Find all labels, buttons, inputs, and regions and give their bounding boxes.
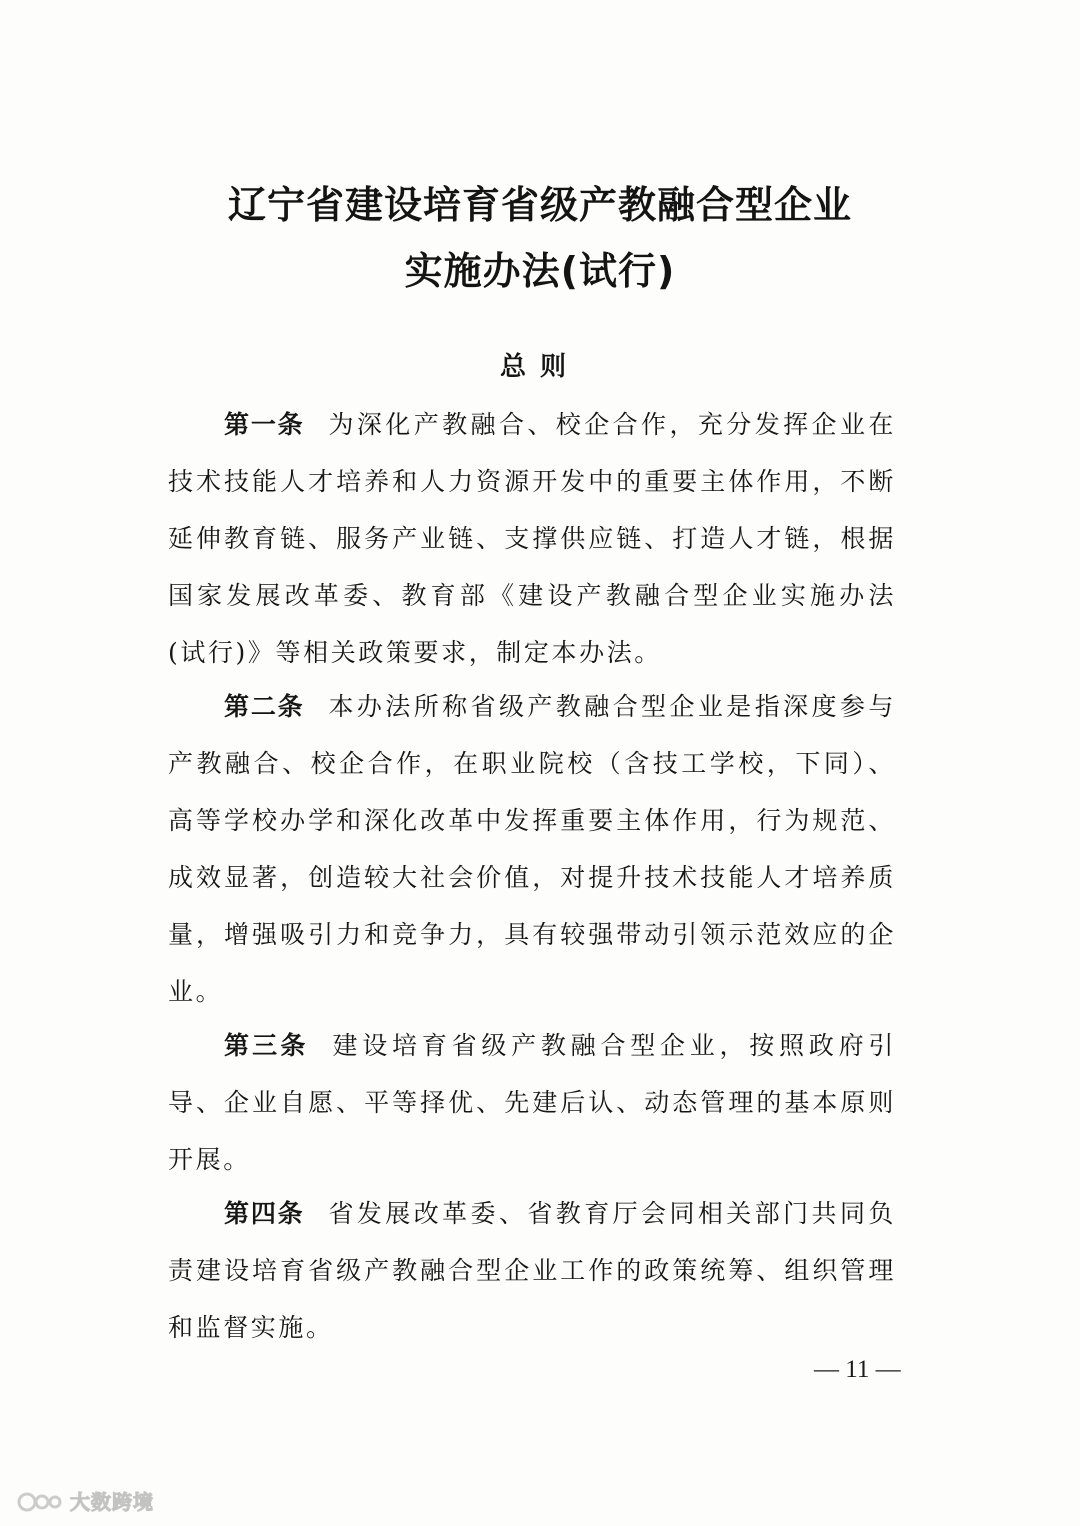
- article-number: 第二条: [224, 692, 305, 721]
- title-line-1: 辽宁省建设培育省级产教融合型企业: [227, 183, 852, 227]
- section-heading: 总则: [499, 352, 580, 382]
- article-list: [168, 396, 896, 1353]
- article-number: 第四条: [224, 1199, 305, 1228]
- article-text: 建设培育省级产教融合型企业，按照政府引导、企业自愿、平等择优、先建后认、动态管理的基本原则开展。: [168, 1031, 896, 1174]
- article-text: 本办法所称省级产教融合型企业是指深度参与产教融合、校企合作，在职业院校（含技工学校，下同）、高等学校办学和深化改革中发挥重要主体作用，行为规范、成效显著，创造较大社会价值，对提升技术技能人才培养质量，增强吸引力和竞争力，具有较强带动引领示范效应的企业。: [168, 692, 896, 1006]
- article-1: [168, 396, 896, 681]
- article-3: [168, 1017, 896, 1188]
- article-4: [168, 1185, 896, 1356]
- watermark-text: 大数跨境: [70, 1490, 154, 1514]
- article-2: [168, 678, 896, 1020]
- article-number: 第三条: [224, 1031, 309, 1060]
- title-line-2: 实施办法(试行): [404, 249, 676, 293]
- document-title: [0, 172, 1080, 304]
- page-number: — 11 —: [814, 1356, 901, 1383]
- article-text: 省发展改革委、省教育厅会同相关部门共同负责建设培育省级产教融合型企业工作的政策统筹、组织管理和监督实施。: [168, 1199, 896, 1342]
- article-number: 第一条: [224, 410, 305, 439]
- dashuju-logo-icon: [16, 1490, 64, 1514]
- watermark: [16, 1490, 154, 1514]
- article-text: 为深化产教融合、校企合作，充分发挥企业在技术技能人才培养和人力资源开发中的重要主体作用，不断延伸教育链、服务产业链、支撑供应链、打造人才链，根据国家发展改革委、教育部《建设产教融合型企业实施办法(试行)》等相关政策要求，制定本办法。: [168, 410, 896, 667]
